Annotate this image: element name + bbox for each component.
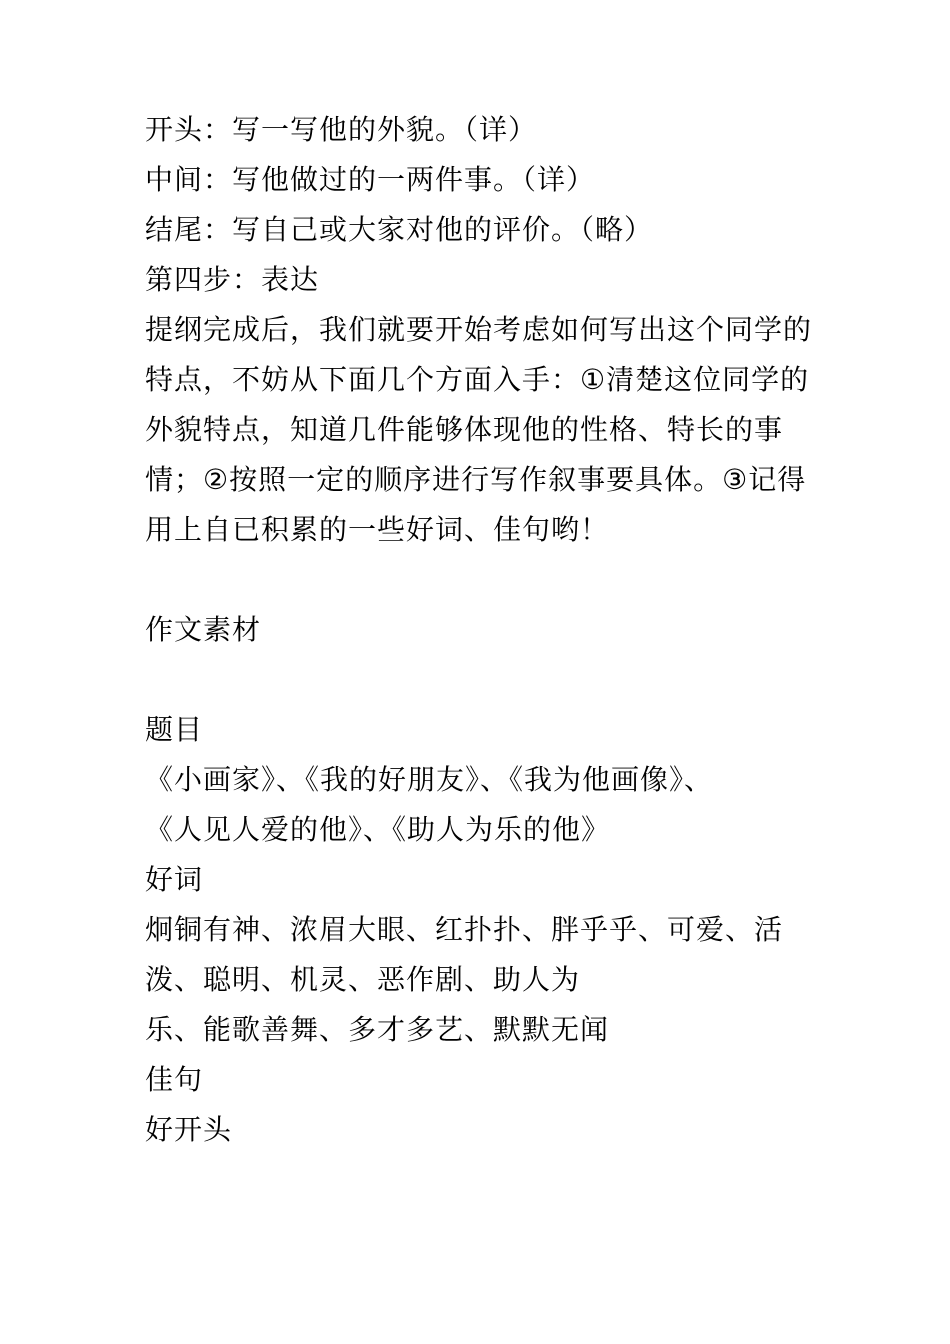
- good-opening-heading: 好开头: [145, 1113, 233, 1146]
- topics-line: 《小画家》、《我的好朋友》、《我为他画像》、: [145, 763, 714, 796]
- outline-opening: 开头：写一写他的外貌。（详）: [145, 113, 538, 146]
- good-sentences-heading: 佳句: [145, 1063, 204, 1096]
- step4-heading: 第四步：表达: [145, 263, 320, 296]
- blank-line: [145, 555, 815, 605]
- good-words-line: 泼、聪明、机灵、恶作剧、助人为: [145, 963, 581, 996]
- step4-paragraph: 提纲完成后，我们就要开始考虑如何写出这个同学的特点，不妨从下面几个方面入手：①清楚这位同学的外貌特点，知道几件能够体现他的性格、特长的事情；②按照一定的顺序进行写作叙事要具体。③记得用上自已积累的一些好词、佳句哟！: [145, 313, 813, 546]
- material-heading: 作文素材: [145, 613, 262, 646]
- outline-middle: 中间：写他做过的一两件事。（详）: [145, 163, 596, 196]
- outline-ending: 结尾：写自己或大家对他的评价。（略）: [145, 213, 654, 246]
- document-body: [145, 105, 815, 1155]
- topics-heading: 题目: [145, 713, 204, 746]
- blank-line: [145, 655, 815, 705]
- good-words-line: 乐、能歌善舞、多才多艺、默默无闻: [145, 1013, 610, 1046]
- good-words-heading: 好词: [145, 863, 204, 896]
- topics-line: 《人见人爱的他》、《助人为乐的他》: [145, 813, 611, 846]
- good-words-line: 炯铜有神、浓眉大眼、红扑扑、胖乎乎、可爱、活: [145, 913, 784, 946]
